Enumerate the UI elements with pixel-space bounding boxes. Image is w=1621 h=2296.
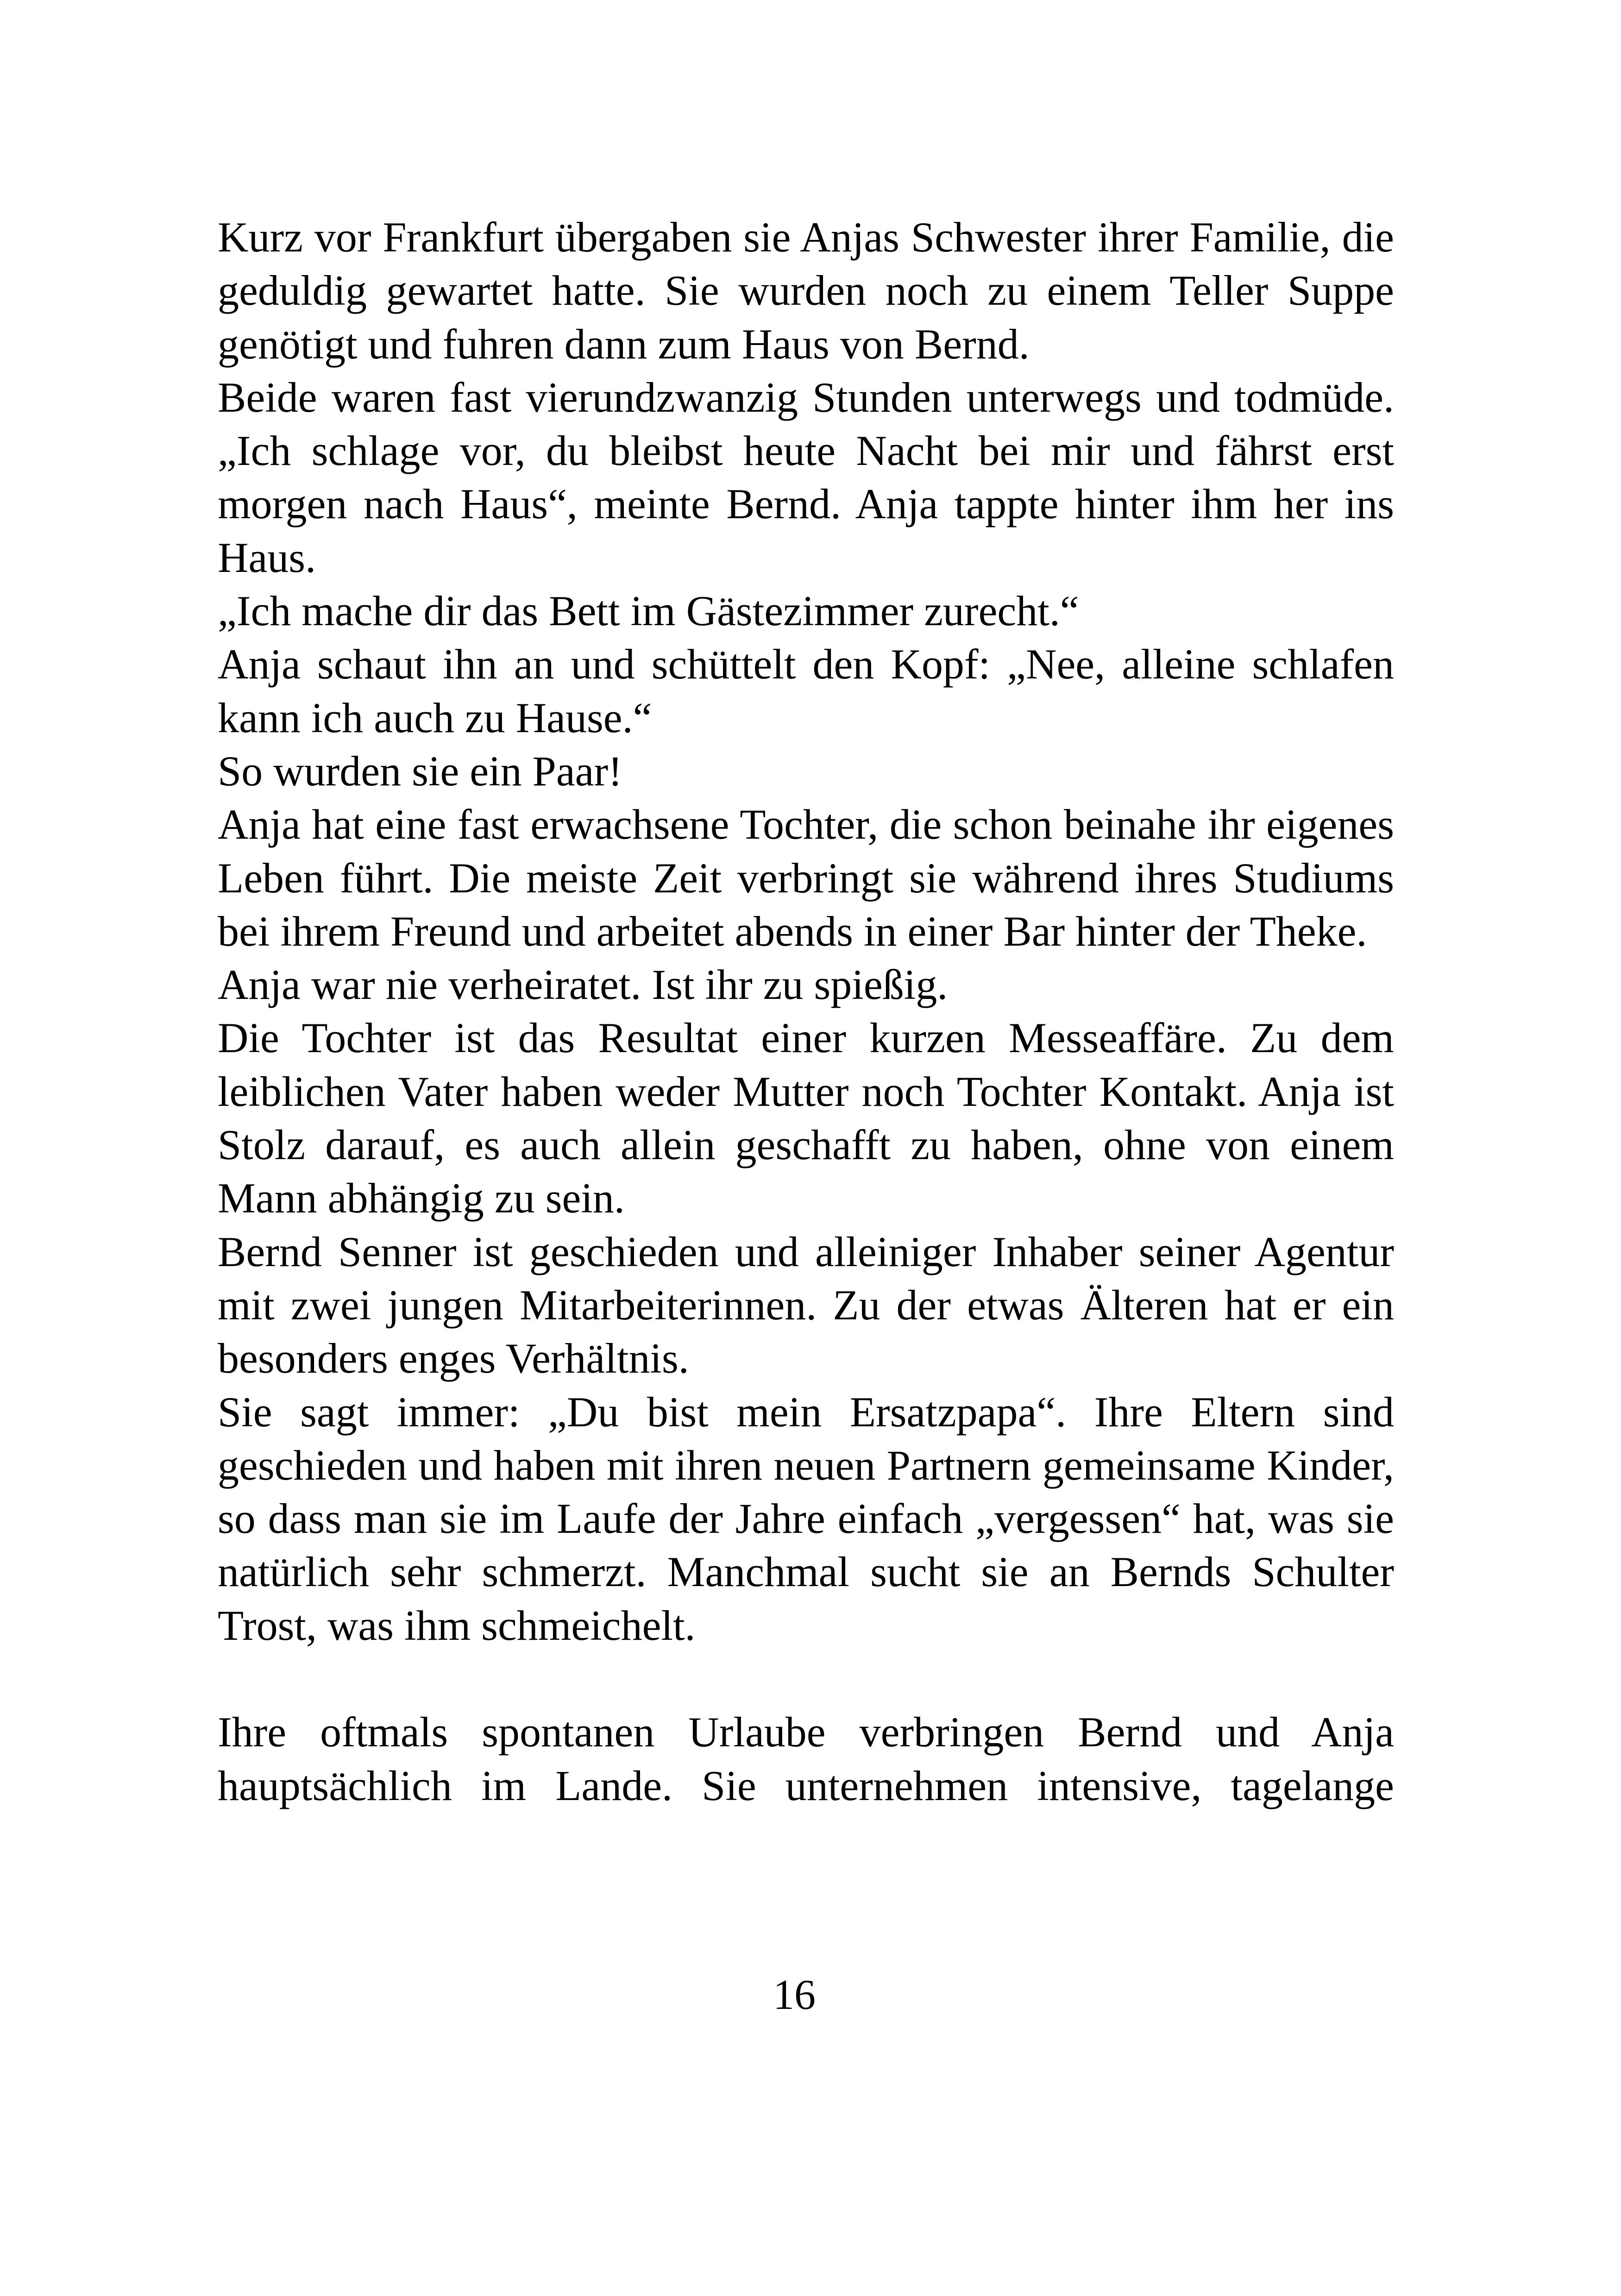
- page-number: 16: [773, 1971, 816, 2018]
- paragraph: Beide waren fast vierundzwanzig Stunden unterwegs und todmüde. „Ich schlage vor, du bleibst heute Nacht bei mir und fährst erst morgen nach Haus“, meinte Bernd. Anja tappte hinter ihm her ins Haus.: [218, 373, 1394, 581]
- paragraph: Anja schaut ihn an und schüttelt den Kopf: „Nee, alleine schlafen kann ich auch zu Hause.“: [218, 640, 1394, 741]
- paragraph: Anja war nie verheiratet. Ist ihr zu spießig.: [218, 961, 948, 1009]
- paragraph: Die Tochter ist das Resultat einer kurzen Messeaffäre. Zu dem leiblichen Vater haben weder Mutter noch Tochter Kontakt. Anja ist Stolz darauf, es auch allein geschafft zu haben, ohne von einem Mann abhängig zu sein.: [218, 1014, 1394, 1222]
- paragraph: Kurz vor Frankfurt übergaben sie Anjas Schwester ihrer Familie, die geduldig gewartet hatte. Sie wurden noch zu einem Teller Suppe genötigt und fuhren dann zum Haus von Bernd.: [218, 213, 1394, 368]
- paragraph: Sie sagt immer: „Du bist mein Ersatzpapa“. Ihre Eltern sind geschieden und haben mit ihren neuen Partnern gemeinsame Kinder, so dass man sie im Laufe der Jahre einfach „vergessen“ hat, was sie natürlich sehr schmerzt. Manchmal sucht sie an Bernds Schulter Trost, was ihm schmeichelt.: [218, 1388, 1394, 1649]
- paragraph: So wurden sie ein Paar!: [218, 747, 622, 795]
- paragraph: Anja hat eine fast erwachsene Tochter, die schon beinahe ihr eigenes Leben führt. Die meiste Zeit verbringt sie während ihres Studiums bei ihrem Freund und arbeitet abends in einer Bar hinter der Theke.: [218, 801, 1394, 955]
- body-text: [218, 211, 1394, 1813]
- paragraph: Bernd Senner ist geschieden und alleiniger Inhaber seiner Agentur mit zwei jungen Mitarbeiterinnen. Zu der etwas Älteren hat er ein besonders enges Verhältnis.: [218, 1228, 1394, 1382]
- paragraph: „Ich mache dir das Bett im Gästezimmer zurecht.“: [218, 587, 1079, 635]
- paragraph: Ihre oftmals spontanen Urlaube verbringen Bernd und Anja hauptsächlich im Lande. Sie unternehmen intensive, tagelange: [218, 1708, 1394, 1809]
- paragraph-spacer: [218, 1652, 1394, 1706]
